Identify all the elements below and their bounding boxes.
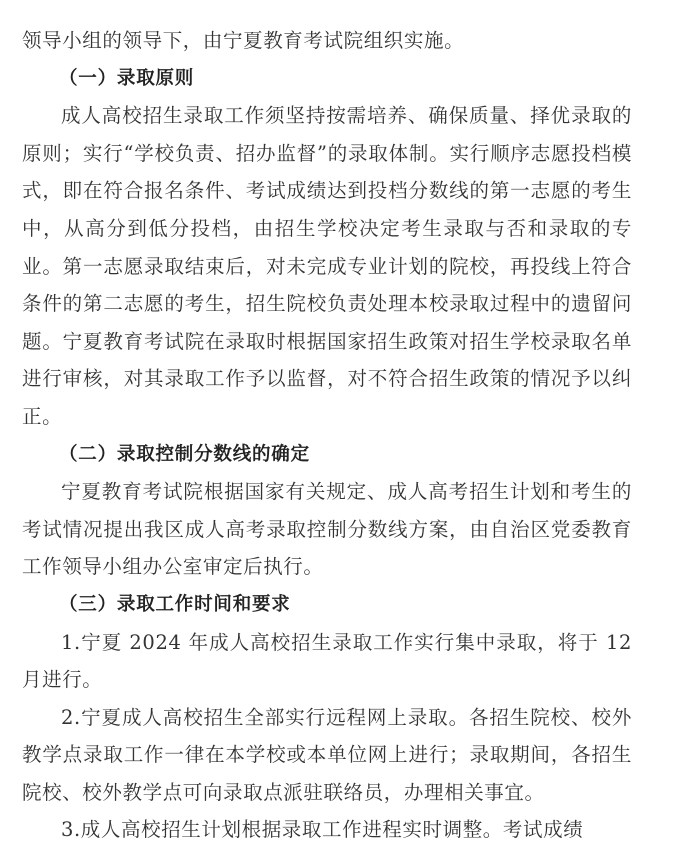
document-page — [22, 22, 632, 849]
paragraph-admission-principles: 成人高校招生录取工作须坚持按需培养、确保质量、择优录取的原则；实行“学校负责、招办监督”的录取体制。实行顺序志愿投档模式，即在符合报名条件、考试成绩达到投档分数线的第一志愿的考生中，从高分到低分投档，由招生学校决定考生录取与否和录取的专业。第一志愿录取结束后，对未完成专业计划的院校，再投线上符合条件的第二志愿的考生，招生院校负责处理本校录取过程中的遗留问题。宁夏教育考试院在录取时根据国家招生政策对招生学校录取名单进行审核，对其录取工作予以监督，对不符合招生政策的情况予以纠正。 — [22, 104, 632, 428]
paragraph-item-1: 1.宁夏 2024 年成人高校招生录取工作实行集中录取，将于 12 月进行。 — [22, 630, 632, 692]
paragraph-intro-continuation: 领导小组的领导下，由宁夏教育考试院组织实施。 — [22, 29, 465, 52]
section-heading-admission-principles: （一）录取原则 — [59, 67, 195, 89]
paragraph-control-score-line: 宁夏教育考试院根据国家有关规定、成人高考招生计划和考生的考试情况提出我区成人高考录取控制分数线方案，由自治区党委教育工作领导小组办公室审定后执行。 — [22, 480, 632, 579]
section-heading-control-score-line: （二）录取控制分数线的确定 — [59, 443, 310, 465]
paragraph-item-3: 3.成人高校招生计划根据录取工作进程实时调整。考试成绩 — [61, 818, 584, 842]
paragraph-item-2: 2.宁夏成人高校招生全部实行远程网上录取。各招生院校、校外教学点录取工作一律在本学校或本单位网上进行；录取期间，各招生院校、校外教学点可向录取点派驻联络员，办理相关事宜。 — [22, 705, 632, 804]
section-heading-time-and-requirements: （三）录取工作时间和要求 — [59, 593, 291, 615]
